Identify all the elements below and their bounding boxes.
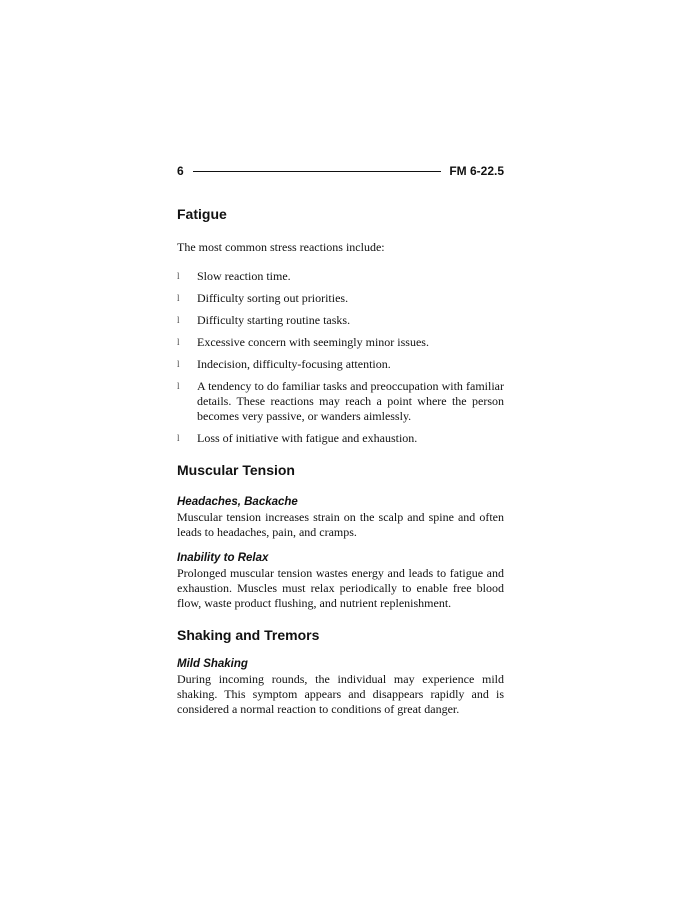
section-heading-shaking-tremors: Shaking and Tremors bbox=[177, 627, 320, 643]
paragraph-mild-shaking: During incoming rounds, the individual may experience mild shaking. This symptom appears and disappears rapidly and is considered a normal reaction to conditions of great danger. bbox=[177, 672, 504, 716]
section-heading-muscular-tension: Muscular Tension bbox=[177, 462, 295, 478]
page-number: 6 bbox=[177, 164, 184, 178]
list-item: l A tendency to do familiar tasks and preoccupation with familiar details. These reactions may reach a point where the person becomes very passive, or wanders aimlessly. bbox=[177, 379, 504, 423]
document-id: FM 6-22.5 bbox=[449, 164, 504, 178]
bullet-icon: l bbox=[177, 271, 180, 281]
list-item: l Difficulty starting routine tasks. bbox=[177, 313, 351, 327]
bullet-icon: l bbox=[177, 293, 180, 303]
list-item: l Loss of initiative with fatigue and exhaustion. bbox=[177, 431, 418, 445]
paragraph-inability-to-relax: Prolonged muscular tension wastes energy and leads to fatigue and exhaustion. Muscles must relax periodically to enable free blood flow, waste product flushing, and nutrient replenishment. bbox=[177, 566, 504, 610]
page-body bbox=[177, 204, 504, 717]
list-item: l Excessive concern with seemingly minor issues. bbox=[177, 335, 429, 349]
bullet-icon: l bbox=[177, 337, 180, 347]
list-item: l Indecision, difficulty-focusing attention. bbox=[177, 357, 391, 371]
subheading-inability-to-relax: Inability to Relax bbox=[177, 552, 269, 564]
subheading-headaches-backache: Headaches, Backache bbox=[177, 496, 298, 508]
bullet-icon: l bbox=[177, 315, 180, 325]
running-header bbox=[177, 163, 504, 179]
header-rule bbox=[193, 171, 442, 172]
list-item: l Difficulty sorting out priorities. bbox=[177, 291, 349, 305]
subheading-mild-shaking: Mild Shaking bbox=[177, 658, 248, 670]
list-item: l Slow reaction time. bbox=[177, 269, 291, 283]
bullet-icon: l bbox=[177, 433, 180, 443]
section-heading-fatigue: Fatigue bbox=[177, 206, 227, 222]
bullet-icon: l bbox=[177, 381, 180, 391]
fatigue-intro: The most common stress reactions include: bbox=[177, 240, 385, 254]
paragraph-headaches-backache: Muscular tension increases strain on the scalp and spine and often leads to headaches, pain, and cramps. bbox=[177, 510, 504, 539]
stress-reactions-list bbox=[177, 269, 504, 446]
bullet-icon: l bbox=[177, 359, 180, 369]
